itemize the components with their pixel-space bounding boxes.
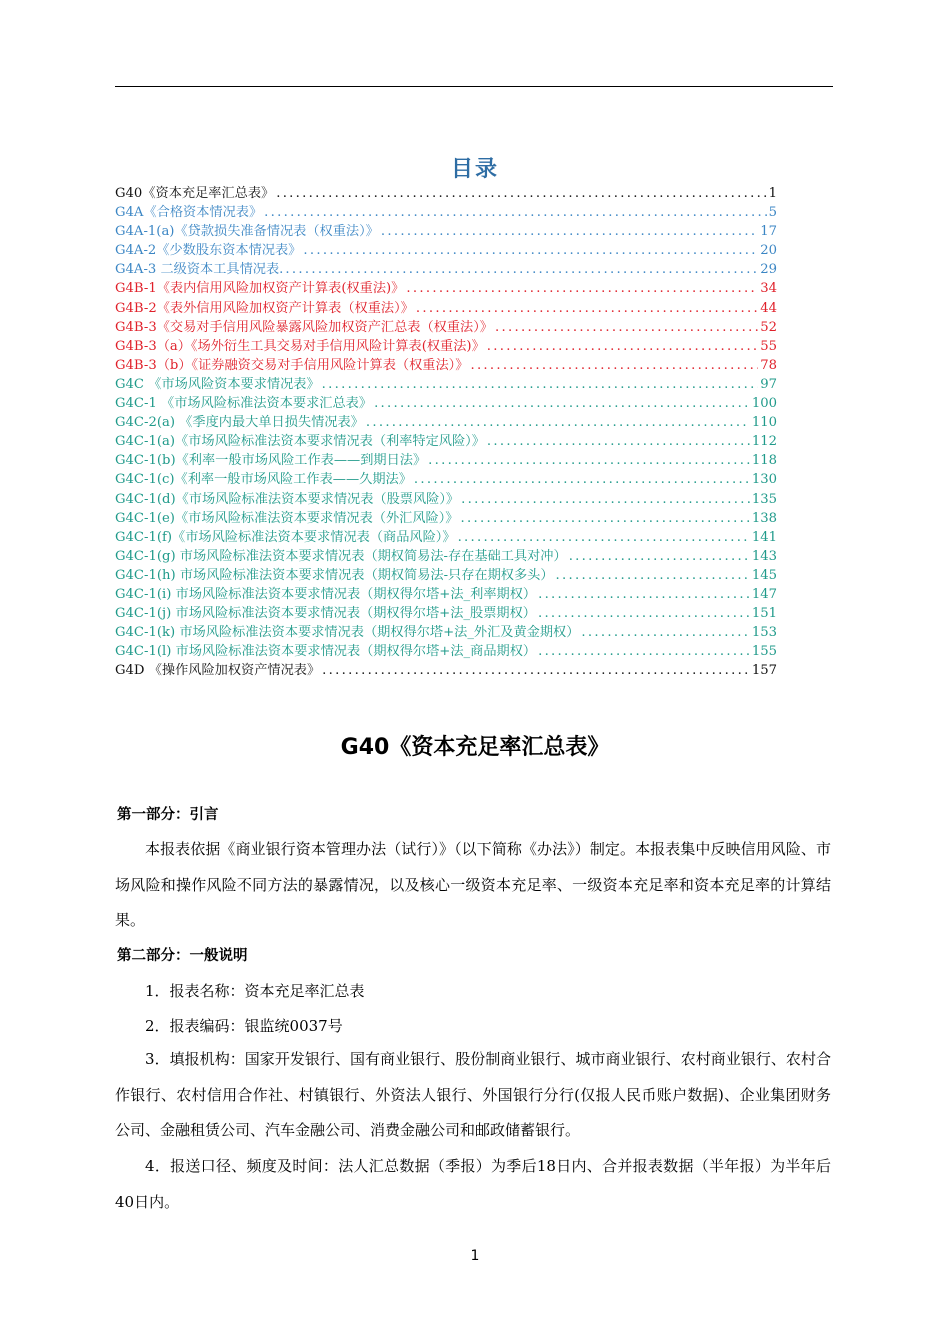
toc-entry-page: 5 xyxy=(768,205,777,221)
toc-entry-title: G4C-1(a)《市场风险标准法资本要求情况表（利率特定风险）》 xyxy=(115,434,485,450)
section2-heading: 第二部分：一般说明 xyxy=(117,948,248,964)
toc-dot-leader xyxy=(556,566,750,585)
toc-entry-title: G4C-2(a) 《季度内最大单日损失情况表》 xyxy=(115,415,364,431)
toc-entry-title: G4C-1(j) 市场风险标准法资本要求情况表（期权得尔塔+法_股票期权） xyxy=(115,606,536,622)
toc-dot-leader xyxy=(366,413,750,432)
toc-entry-page: 155 xyxy=(751,644,777,660)
toc-entry[interactable] xyxy=(115,604,777,623)
toc-entry-title: G4C-1(g) 市场风险标准法资本要求情况表（期权简易法-存在基础工具对冲） xyxy=(115,548,567,564)
toc-entry-title: G4C-1 《市场风险标准法资本要求汇总表》 xyxy=(115,396,373,412)
toc-entry-page: 130 xyxy=(751,472,777,488)
section1-paragraph: 本报表依据《商业银行资本管理办法（试行）》（以下简称《办法》）制定。本报表集中反映信用风险、市场风险和操作风险不同方法的暴露情况，以及核心一级资本充足率、一级资本充足率和资本充足率的计算结果。 xyxy=(115,840,831,929)
toc-entry[interactable] xyxy=(115,260,777,279)
toc-entry[interactable] xyxy=(115,547,777,566)
toc-entry-title: G4B-1《表内信用风险加权资产计算表(权重法)》 xyxy=(115,281,405,297)
toc-entry[interactable] xyxy=(115,375,777,394)
toc-title: 目录 xyxy=(450,157,499,182)
toc-entry[interactable] xyxy=(115,318,777,337)
toc-entry-title: G4C-1(f)《市场风险标准法资本要求情况表（商品风险）》 xyxy=(115,529,456,545)
toc-dot-leader xyxy=(322,661,750,680)
toc-entry-title: G4B-3（b）《证券融资交易对手信用风险计算表（权重法）》 xyxy=(115,357,469,373)
toc-entry-title: G4C-1(h) 市场风险标准法资本要求情况表（期权简易法-只存在期权多头） xyxy=(115,567,554,583)
toc-entry-title: G4C-1(b)《利率一般市场风险工作表——到期日法》 xyxy=(115,453,427,469)
toc-dot-leader xyxy=(285,260,758,279)
document-title: G40《资本充足率汇总表》 xyxy=(340,735,610,760)
toc-entry-page: 153 xyxy=(751,625,777,641)
toc-entry-page: 143 xyxy=(751,548,777,564)
toc-dot-leader xyxy=(322,375,759,394)
toc-entry-page: 44 xyxy=(760,300,777,316)
toc-dot-leader xyxy=(538,585,750,604)
toc-dot-leader xyxy=(416,299,758,318)
item-reporting-institutions: 3．填报机构：国家开发银行、国有商业银行、股份制商业银行、城市商业银行、农村商业银行、农村合作银行、农村信用合作社、村镇银行、外资法人银行、外国银行分行(仅报人民币账户数据)、企业集团财务公司、金融租赁公司、汽车金融公司、消费金融公司和邮政储蓄银行。 xyxy=(115,1050,831,1139)
toc-entry-page: 17 xyxy=(760,224,777,240)
toc-dot-leader xyxy=(458,528,750,547)
toc-entry[interactable] xyxy=(115,566,777,585)
toc-entry-page: 97 xyxy=(760,376,777,392)
toc-entry[interactable] xyxy=(115,299,777,318)
header-rule xyxy=(115,86,833,87)
toc-entry-title: G4A-1(a)《贷款损失准备情况表（权重法）》 xyxy=(115,224,379,240)
toc-entry[interactable] xyxy=(115,528,777,547)
toc-entry-title: G4C-1(e)《市场风险标准法资本要求情况表（外汇风险）》 xyxy=(115,510,459,526)
toc-entry-page: 118 xyxy=(751,453,777,469)
toc-entry-page: 147 xyxy=(751,586,777,602)
toc-entry-title: G4A-3 二级资本工具情况表. xyxy=(115,262,284,278)
page-number: 1 xyxy=(470,1248,480,1264)
toc-dot-leader xyxy=(428,451,750,470)
toc-entry[interactable] xyxy=(115,432,777,451)
toc-entry[interactable] xyxy=(115,184,777,203)
toc-dot-leader xyxy=(581,623,749,642)
toc-dot-leader xyxy=(569,547,750,566)
toc-dot-leader xyxy=(414,470,750,489)
toc-dot-leader xyxy=(303,241,758,260)
toc-entry-title: G4D 《操作风险加权资产情况表》 xyxy=(115,663,321,679)
toc-entry-title: G4C-1(d)《市场风险标准法资本要求情况表（股票风险）》 xyxy=(115,491,460,507)
toc-entry-page: 135 xyxy=(751,491,777,507)
toc-entry-page: 112 xyxy=(751,434,777,450)
toc-dot-leader xyxy=(374,394,750,413)
toc-dot-leader xyxy=(487,432,750,451)
toc-entry[interactable] xyxy=(115,509,777,528)
toc-dot-leader xyxy=(460,509,749,528)
toc-dot-leader xyxy=(276,184,766,203)
toc-entry[interactable] xyxy=(115,279,777,298)
toc-entry-title: G4B-2《表外信用风险加权资产计算表（权重法）》 xyxy=(115,300,414,316)
toc-entry[interactable] xyxy=(115,337,777,356)
toc-entry-title: G4A《合格资本情况表》 xyxy=(115,205,263,221)
toc-entry-title: G4C-1(l) 市场风险标准法资本要求情况表（期权得尔塔+法_商品期权） xyxy=(115,644,537,660)
toc-entry-title: G4C-1(i) 市场风险标准法资本要求情况表（期权得尔塔+法_利率期权） xyxy=(115,586,537,602)
toc-entry[interactable] xyxy=(115,241,777,260)
toc-entry-title: G4A-2《少数股东资本情况表》 xyxy=(115,243,302,259)
toc-entry[interactable] xyxy=(115,451,777,470)
toc-entry[interactable] xyxy=(115,642,777,661)
item-report-code: 2．报表编码：银监统0037号 xyxy=(145,1017,343,1035)
toc-entry-title: G4B-3（a）《场外衍生工具交易对手信用风险计算表(权重法)》 xyxy=(115,338,485,354)
toc-entry-page: 34 xyxy=(760,281,777,297)
toc-entry[interactable] xyxy=(115,490,777,509)
toc-entry[interactable] xyxy=(115,356,777,375)
toc-dot-leader xyxy=(381,222,758,241)
toc-entry-page: 138 xyxy=(751,510,777,526)
toc-dot-leader xyxy=(538,642,750,661)
toc-dot-leader xyxy=(406,279,758,298)
toc-entry-page: 110 xyxy=(751,415,777,431)
toc-entry-page: 157 xyxy=(751,663,777,679)
toc-dot-leader xyxy=(487,337,758,356)
toc-entry[interactable] xyxy=(115,413,777,432)
toc-entry[interactable] xyxy=(115,222,777,241)
toc-entry-page: 20 xyxy=(760,243,777,259)
toc-entry[interactable] xyxy=(115,623,777,642)
toc-entry-page: 145 xyxy=(751,567,777,583)
toc-entry[interactable] xyxy=(115,470,777,489)
section1-heading: 第一部分：引言 xyxy=(117,807,219,823)
toc-entry-page: 52 xyxy=(760,319,777,335)
toc-entry-title: G40《资本充足率汇总表》 xyxy=(115,186,275,201)
item-reporting-frequency: 4．报送口径、频度及时间：法人汇总数据（季报）为季后18日内、合并报表数据（半年报）为半年后40日内。 xyxy=(115,1157,831,1211)
toc-entry-page: 141 xyxy=(751,529,777,545)
toc-dot-leader xyxy=(461,490,750,509)
toc-entry[interactable] xyxy=(115,585,777,604)
item-report-name: 1．报表名称：资本充足率汇总表 xyxy=(145,982,365,1000)
toc-entry-page: 55 xyxy=(760,338,777,354)
toc-entry-title: G4C-1(k) 市场风险标准法资本要求情况表（期权得尔塔+法_外汇及黄金期权） xyxy=(115,625,580,641)
toc-entry-title: G4C 《市场风险资本要求情况表》 xyxy=(115,376,320,392)
toc-dot-leader xyxy=(538,604,750,623)
toc-entry-page: 100 xyxy=(751,396,777,412)
toc-entry-title: G4C-1(c)《利率一般市场风险工作表——久期法》 xyxy=(115,472,412,488)
toc-entry-title: G4B-3《交易对手信用风险暴露风险加权资产汇总表（权重法）》 xyxy=(115,319,493,335)
toc-dot-leader xyxy=(470,356,758,375)
toc-dot-leader xyxy=(264,203,766,222)
toc-dot-leader xyxy=(495,318,758,337)
toc-entry-page: 1 xyxy=(768,186,777,201)
toc-entry[interactable] xyxy=(115,661,777,680)
toc-entry[interactable] xyxy=(115,394,777,413)
toc-entry-page: 78 xyxy=(760,357,777,373)
toc-entry-page: 29 xyxy=(760,262,777,278)
table-of-contents xyxy=(115,184,777,680)
toc-entry[interactable] xyxy=(115,203,777,222)
toc-entry-page: 151 xyxy=(751,606,777,622)
